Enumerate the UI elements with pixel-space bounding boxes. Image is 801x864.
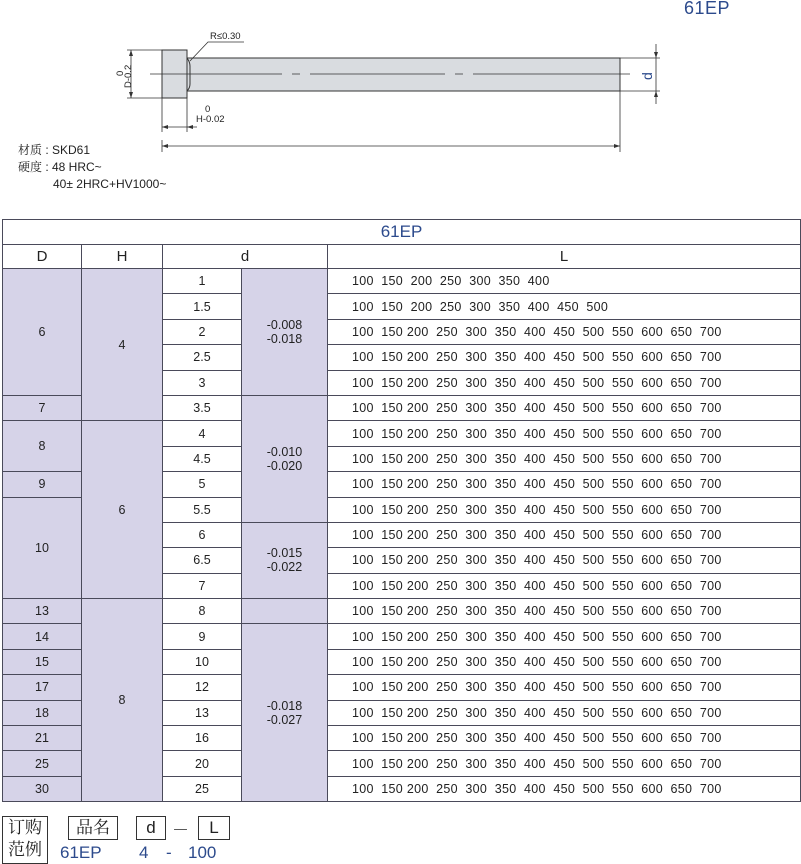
header-L: L	[328, 245, 801, 269]
cell-D: 17	[3, 675, 82, 700]
dim-H-tolerance: H-0.02	[196, 114, 225, 125]
cell-D: 7	[3, 395, 82, 420]
cell-L: 100 150 200 250 300 350 400 450 500 550 600 650 700	[328, 497, 801, 522]
cell-D: 15	[3, 649, 82, 674]
order-dash: －	[172, 821, 190, 840]
cell-d: 2.5	[163, 345, 242, 370]
order-label-bottom: 范例	[8, 840, 42, 859]
cell-d: 10	[163, 649, 242, 674]
cell-L: 100 150 200 250 300 350 400 450 500 550 600 650 700	[328, 776, 801, 801]
cell-L: 100 150 200 250 300 350 400	[328, 269, 801, 294]
cell-L: 100 150 200 250 300 350 400 450 500	[328, 294, 801, 319]
cell-d: 7	[163, 573, 242, 598]
cell-L: 100 150 200 250 300 350 400 450 500 550 600 650 700	[328, 522, 801, 547]
table-row	[3, 599, 801, 624]
dim-D-zero: 0	[115, 70, 126, 76]
cell-d: 8	[163, 599, 242, 624]
cell-d: 25	[163, 776, 242, 801]
cell-D: 6	[3, 269, 82, 396]
cell-d: 1.5	[163, 294, 242, 319]
product-code-title: 61EP	[684, 0, 731, 18]
cell-d: 3	[163, 370, 242, 395]
cell-D: 9	[3, 472, 82, 497]
table-row	[3, 421, 801, 446]
header-H: H	[82, 245, 163, 269]
cell-d: 1	[163, 269, 242, 294]
cell-D: 25	[3, 751, 82, 776]
order-example-sep: -	[166, 843, 172, 862]
cell-L: 100 150 200 250 300 350 400 450 500 550 600 650 700	[328, 395, 801, 420]
cell-d: 5	[163, 472, 242, 497]
cell-D: 13	[3, 599, 82, 624]
order-example-L: 100	[188, 843, 217, 862]
cell-d: 12	[163, 675, 242, 700]
cell-L: 100 150 200 250 300 350 400 450 500 550 600 650 700	[328, 599, 801, 624]
radius-note: R≤0.30	[210, 31, 241, 42]
order-L-box: L	[198, 816, 230, 840]
cell-tolerance-blank	[242, 599, 328, 624]
material-line: 材质 : SKD61	[18, 143, 91, 157]
cell-d: 4.5	[163, 446, 242, 471]
cell-d: 16	[163, 726, 242, 751]
order-name-box: 品名	[68, 816, 118, 840]
cell-L: 100 150 200 250 300 350 400 450 500 550 600 650 700	[328, 675, 801, 700]
cell-H: 4	[82, 269, 163, 421]
dim-D-tolerance: D-0.2	[123, 64, 134, 88]
cell-L: 100 150 200 250 300 350 400 450 500 550 600 650 700	[328, 319, 801, 344]
cell-D: 14	[3, 624, 82, 649]
cell-d: 6	[163, 522, 242, 547]
cell-L: 100 150 200 250 300 350 400 450 500 550 600 650 700	[328, 472, 801, 497]
order-example-code: 61EP	[60, 843, 102, 862]
cell-L: 100 150 200 250 300 350 400 450 500 550 600 650 700	[328, 624, 801, 649]
cell-D: 30	[3, 776, 82, 801]
cell-L: 100 150 200 250 300 350 400 450 500 550 600 650 700	[328, 345, 801, 370]
header-D: D	[3, 245, 82, 269]
hardness-line: 硬度 : 48 HRC~	[18, 160, 102, 174]
cell-L: 100 150 200 250 300 350 400 450 500 550 600 650 700	[328, 370, 801, 395]
table-row	[3, 269, 801, 294]
cell-L: 100 150 200 250 300 350 400 450 500 550 600 650 700	[328, 726, 801, 751]
cell-D: 8	[3, 421, 82, 472]
cell-D: 18	[3, 700, 82, 725]
cell-H: 6	[82, 421, 163, 599]
cell-d: 13	[163, 700, 242, 725]
dim-d-label: d	[639, 72, 655, 80]
cell-d: 6.5	[163, 548, 242, 573]
cell-L: 100 150 200 250 300 350 400 450 500 550 600 650 700	[328, 421, 801, 446]
cell-d: 20	[163, 751, 242, 776]
cell-H: 8	[82, 599, 163, 802]
material-notes	[18, 142, 166, 193]
cell-L: 100 150 200 250 300 350 400 450 500 550 600 650 700	[328, 700, 801, 725]
cell-tolerance: -0.010 -0.020	[242, 395, 328, 522]
cell-L: 100 150 200 250 300 350 400 450 500 550 600 650 700	[328, 548, 801, 573]
table-title: 61EP	[3, 220, 801, 245]
order-example-d: 4	[139, 843, 149, 862]
cell-d: 9	[163, 624, 242, 649]
cell-L: 100 150 200 250 300 350 400 450 500 550 600 650 700	[328, 751, 801, 776]
cell-d: 4	[163, 421, 242, 446]
order-d-box: d	[136, 816, 166, 840]
cell-L: 100 150 200 250 300 350 400 450 500 550 600 650 700	[328, 573, 801, 598]
cell-D: 21	[3, 726, 82, 751]
cell-d: 2	[163, 319, 242, 344]
cell-d: 3.5	[163, 395, 242, 420]
order-label-box	[2, 816, 48, 864]
cell-tolerance: -0.015 -0.022	[242, 522, 328, 598]
cell-tolerance: -0.018 -0.027	[242, 624, 328, 802]
hardness-line-2: 40± 2HRC+HV1000~	[53, 177, 167, 191]
cell-L: 100 150 200 250 300 350 400 450 500 550 600 650 700	[328, 446, 801, 471]
cell-tolerance: -0.008 -0.018	[242, 269, 328, 396]
cell-d: 5.5	[163, 497, 242, 522]
spec-table	[2, 219, 801, 802]
dim-H-zero: 0	[205, 104, 211, 115]
header-d: d	[163, 245, 328, 269]
cell-L: 100 150 200 250 300 350 400 450 500 550 600 650 700	[328, 649, 801, 674]
order-label-top: 订购	[8, 818, 42, 837]
cell-D: 10	[3, 497, 82, 599]
order-example	[2, 814, 801, 864]
